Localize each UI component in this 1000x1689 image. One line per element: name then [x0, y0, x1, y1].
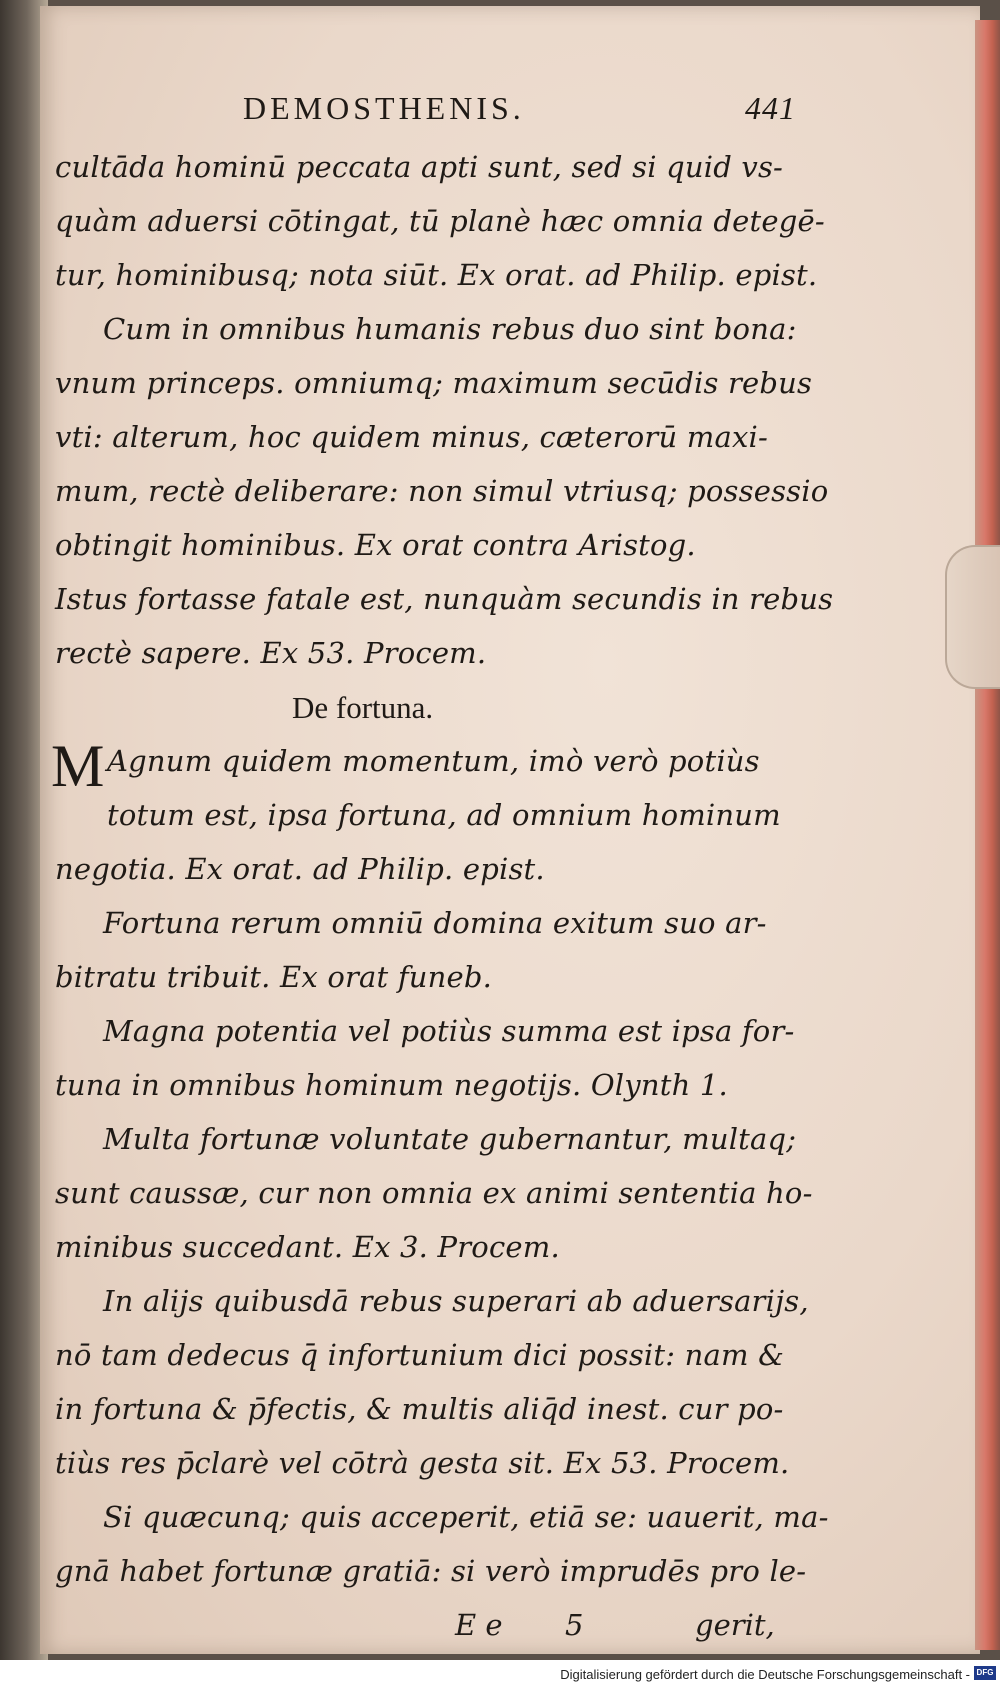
text-line: tiùs res p̄clarè vel cōtrà gesta sit. Ex 53. Procem. — [55, 1446, 790, 1480]
text-line: totum est, ipsa fortuna, ad omnium hominum — [107, 798, 781, 832]
page-tab-marker — [945, 545, 1000, 689]
text-line: quàm aduersi cōtingat, tū planè hæc omnia detegē- — [55, 204, 825, 238]
text-line: in fortuna & p̄fectis, & multis aliq̄d inest. cur po- — [55, 1392, 784, 1426]
paragraph-4 — [51, 733, 835, 896]
catchwords-line — [55, 1598, 835, 1652]
text-line: rectè sapere. Ex 53. Procem. — [55, 636, 487, 670]
paragraph-3 — [55, 572, 835, 680]
catchword: gerit, — [695, 1608, 775, 1642]
section-heading: De fortuna. — [292, 690, 434, 725]
text-line: cultāda hominū peccata apti sunt, sed si quid vs- — [55, 150, 784, 184]
text-line: bitratu tribuit. Ex orat funeb. — [55, 960, 493, 994]
text-line: Magna potentia vel potiùs summa est ipsa for- — [103, 1014, 795, 1048]
text-line: vnum princeps. omniumq; maximum secūdis rebus — [55, 366, 813, 400]
paragraph-7 — [55, 1112, 835, 1274]
text-line: Multa fortunæ voluntate gubernantur, multaq; — [103, 1122, 797, 1156]
text-line: Fortuna rerum omniū domina exitum suo ar- — [103, 906, 767, 940]
paragraph-6 — [55, 1004, 835, 1112]
text-line: sunt caussæ, cur non omnia ex animi sententia ho- — [55, 1176, 813, 1210]
page-text — [51, 90, 835, 1652]
text-line: Cum in omnibus humanis rebus duo sint bona: — [103, 312, 797, 346]
paragraph-9 — [55, 1490, 835, 1598]
text-line: tur, hominibusq; nota siūt. Ex orat. ad Philip. epist. — [55, 258, 818, 292]
text-line: minibus succedant. Ex 3. Procem. — [55, 1230, 560, 1264]
text-line: Si quæcunq; quis acceperit, etiā se: uauerit, ma- — [103, 1500, 829, 1534]
footer-bar — [0, 1660, 1000, 1689]
running-head — [55, 90, 835, 140]
paragraph-8 — [55, 1274, 835, 1490]
text-line: Istus fortasse fatale est, nunquàm secundis in rebus — [55, 582, 834, 616]
signature-number: 5 — [565, 1608, 584, 1642]
text-line — [51, 733, 835, 799]
funding-credit: Digitalisierung gefördert durch die Deutsche Forschungsgemeinschaft - — [560, 1667, 970, 1682]
text-line: tuna in omnibus hominum negotijs. Olynth 1. — [55, 1068, 728, 1102]
text-line-content: Agnum quidem momentum, imò verò potiùs — [107, 744, 760, 778]
signature-mark: E e — [455, 1608, 503, 1642]
text-line: obtingit hominibus. Ex orat contra Aristog. — [55, 528, 696, 562]
text-line: In alijs quibusdā rebus superari ab aduersarijs, — [103, 1284, 809, 1318]
text-line: mum, rectè deliberare: non simul vtriusq; possessio — [55, 474, 829, 508]
paragraph-2 — [55, 302, 835, 572]
page-number: 441 — [745, 90, 796, 126]
paragraph-5 — [55, 896, 835, 1004]
text-line: negotia. Ex orat. ad Philip. epist. — [55, 852, 545, 886]
text-line: nō tam dedecus q̄ infortunium dici possit: nam & — [55, 1338, 785, 1372]
drop-cap: M — [51, 733, 105, 799]
book-edge-red — [975, 20, 1000, 1650]
text-line: vti: alterum, hoc quidem minus, cæterorū maxi- — [55, 420, 768, 454]
dfg-logo-icon: DFG — [974, 1666, 996, 1680]
paragraph-1 — [55, 140, 835, 302]
text-line: gnā habet fortunæ gratiā: si verò imprudēs pro le- — [55, 1554, 807, 1588]
running-title: DEMOSTHENIS. — [243, 90, 525, 126]
